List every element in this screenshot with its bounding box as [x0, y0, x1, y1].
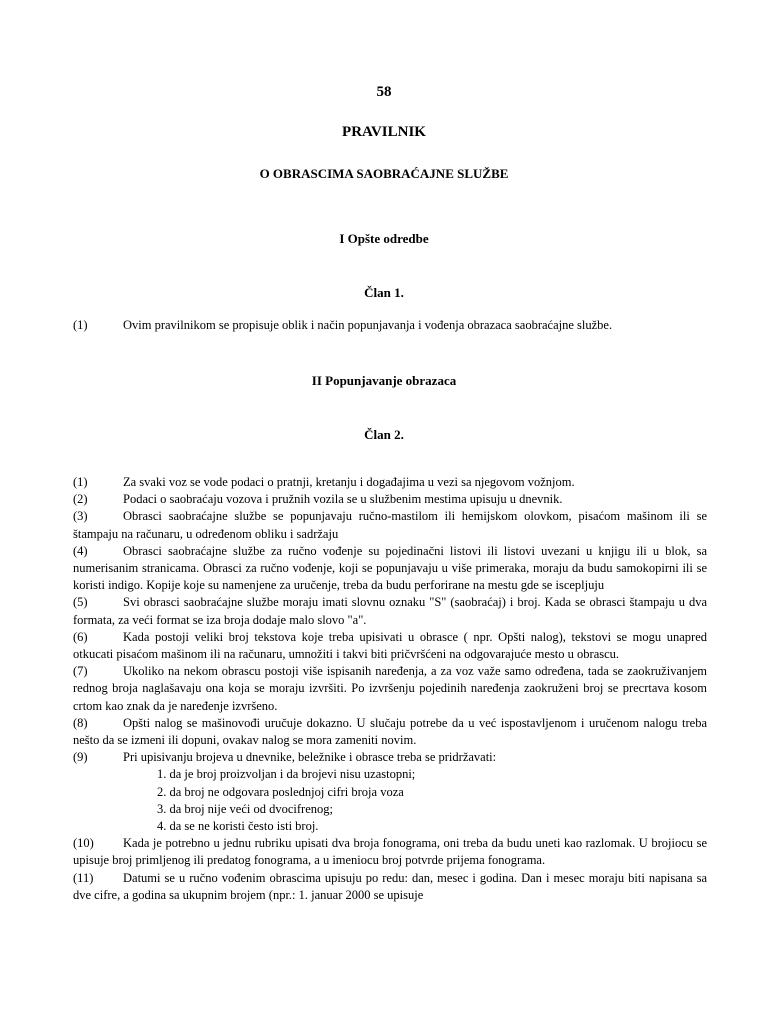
- paragraph: [73, 715, 707, 749]
- paragraph-number: (6): [73, 629, 88, 644]
- article-heading-1: Član 1.: [364, 285, 404, 300]
- paragraph-text: Datumi se u ručno vođenim obrascima upisuju po redu: dan, mesec i godina. Dan i mesec moraju biti napisana sa dve cifre, a godina sa ukupnim brojem (npr.: 1. januar 2000 se upisuje: [73, 870, 707, 902]
- paragraph: [73, 508, 707, 542]
- sublist-item: 2. da broj ne odgovara poslednjoj cifri broja voza: [157, 784, 404, 799]
- paragraph-text: Kada je potrebno u jednu rubriku upisati dva broja fonograma, oni treba da budu uneti kao razlomak. U brojiocu se upisuje broj primljenog ili predatog fonograma, a u imeniocu broj potvrde prijema fonograma.: [73, 836, 707, 868]
- paragraph: [73, 629, 707, 663]
- paragraph-text: Svi obrasci saobraćajne službe moraju imati slovnu oznaku "S" (saobraćaj) i broj. Kada se obrasci štampaju u dva formata, za veći format se iza broja dodaje malo slovo "a".: [73, 595, 707, 627]
- paragraph-text: Podaci o saobraćaju vozova i pružnih vozila se u službenim mestima upisuju u dnevnik.: [123, 492, 563, 507]
- paragraph-number: (8): [73, 715, 88, 730]
- article-heading-2: Član 2.: [364, 427, 404, 442]
- paragraph: [73, 749, 707, 766]
- paragraph-number: (1): [73, 475, 88, 489]
- paragraph-number: (10): [73, 836, 94, 851]
- paragraph: [73, 663, 707, 715]
- paragraph-text: Kada postoji veliki broj tekstova koje treba upisivati u obrasce ( npr. Opšti nalog), tekstovi se mogu unapred otkucati pisaćom mašinom ili na računaru, umnožiti i takvi biti pričvršćeni na odgovarajuće mesto u obrascu.: [73, 629, 707, 662]
- paragraph-text: Obrasci saobraćajne službe za ručno vođenje su pojedinačni listovi ili listovi uvezani u knjigu ili u blok, sa numerisanim stranicama. Obrasci za ručno vođenje, koji se popunjavaju u više primeraka, moraju da budu samokopirni ili se koristi indigo. Kopije koje su namenjene za uručenje, treba da budu perforirane na mestu gde se isceplјuju: [73, 543, 707, 593]
- paragraph-text: Opšti nalog se mašinovođi uručuje dokazno. U slučaju potrebe da u već ispostavljenom i uručenom nalogu treba nešto da se izmeni ili dopuni, ovakav nalog se mora zameniti novim.: [73, 715, 707, 748]
- paragraph: [73, 835, 707, 869]
- paragraph-number: (2): [73, 492, 88, 507]
- paragraph-number: (7): [73, 664, 88, 679]
- paragraph-text: Pri upisivanju brojeva u dnevnike, beležnike i obrasce treba se pridržavati:: [123, 750, 497, 765]
- paragraph-number: (4): [73, 543, 88, 558]
- paragraph: [73, 543, 707, 595]
- paragraph-text: Ovim pravilnikom se propisuje oblik i način popunjavanja i vođenja obrazaca saobraćajne službe.: [123, 318, 613, 332]
- paragraph-number: (5): [73, 595, 88, 610]
- paragraph: [73, 317, 707, 334]
- article-2-body: [73, 474, 707, 904]
- document-subtitle: O OBRASCIMA SAOBRAĆAJNE SLUŽBE: [259, 166, 509, 181]
- paragraph-text: Za svaki voz se vode podaci o pratnji, kretanju i događajima u vezi sa njegovom vožnjom.: [123, 475, 575, 489]
- section-heading-1: I Opšte odredbe: [339, 231, 429, 246]
- paragraph: [73, 491, 707, 508]
- paragraph: [73, 870, 707, 904]
- paragraph-number: (1): [73, 318, 88, 332]
- paragraph-text: Ukoliko na nekom obrascu postoji više ispisanih naređenja, a za voz važe samo određena, tada se zaokruživanjem rednog broja naglašavaju ona koja se moraju izvršiti. Po izvršenju pojedinih naređenja zaokruženi broj se precrtava kosom crtom kao znak da je naređenje izvršeno.: [73, 664, 707, 713]
- paragraph-number: (9): [73, 750, 88, 765]
- document-number: 58: [376, 84, 392, 100]
- paragraph: [73, 474, 707, 491]
- paragraph-number: (11): [73, 870, 94, 885]
- document-title: PRAVILNIK: [342, 124, 426, 140]
- sublist-item: 1. da je broj proizvoljan i da brojevi nisu uzastopni;: [157, 767, 416, 782]
- paragraph: [73, 594, 707, 628]
- section-heading-2: II Popunjavanje obrazaca: [311, 373, 457, 388]
- sublist-item: 3. da broj nije veći od dvocifrenog;: [157, 801, 333, 816]
- paragraph-text: Obrasci saobraćajne službe se popunjavaju ručno-mastilom ili hemijskom olovkom, pisaćom mašinom ili se štampaju na računaru, u određenom obliku i sadržaju: [73, 509, 707, 541]
- paragraph-number: (3): [73, 509, 88, 524]
- sublist-item: 4. da se ne koristi često isti broj.: [157, 819, 319, 834]
